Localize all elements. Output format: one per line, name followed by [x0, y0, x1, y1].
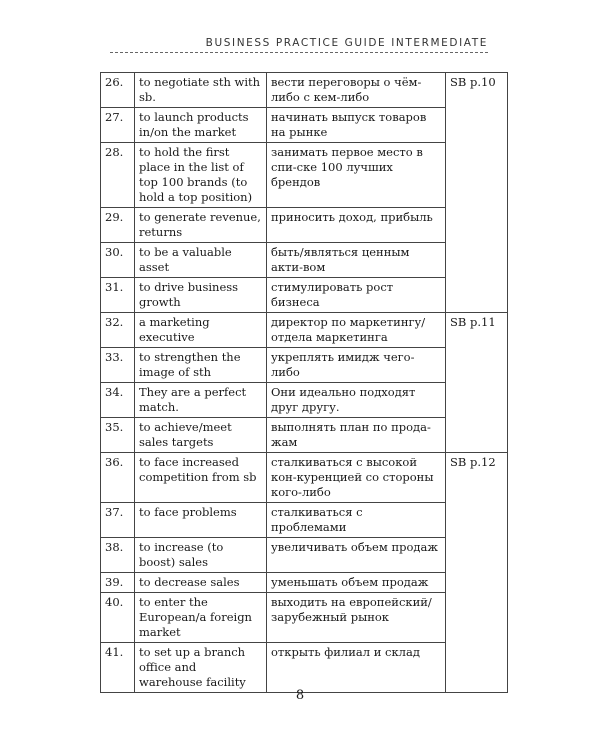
row-number: 39.	[101, 573, 135, 593]
row-number: 28.	[101, 143, 135, 208]
table-row	[101, 73, 508, 108]
russian-translation: выполнять план по прода-жам	[267, 418, 446, 453]
russian-translation: сталкиваться с высокой кон-куренцией со стороны кого-либо	[267, 453, 446, 503]
row-number: 27.	[101, 108, 135, 143]
row-number: 32.	[101, 313, 135, 348]
row-number: 35.	[101, 418, 135, 453]
row-number: 37.	[101, 503, 135, 538]
russian-translation: открыть филиал и склад	[267, 643, 446, 693]
russian-translation: сталкиваться с проблемами	[267, 503, 446, 538]
header-divider	[110, 52, 488, 53]
russian-translation: Они идеально подходят друг другу.	[267, 383, 446, 418]
row-number: 33.	[101, 348, 135, 383]
english-term: to strengthen the image of sth	[135, 348, 267, 383]
source-reference: SB p.11	[446, 313, 508, 453]
russian-translation: приносить доход, прибыль	[267, 208, 446, 243]
row-number: 31.	[101, 278, 135, 313]
table-row	[101, 453, 508, 503]
english-term: a marketing executive	[135, 313, 267, 348]
row-number: 36.	[101, 453, 135, 503]
row-number: 30.	[101, 243, 135, 278]
row-number: 29.	[101, 208, 135, 243]
russian-translation: укреплять имидж чего-либо	[267, 348, 446, 383]
english-term: to set up a branch office and warehouse facility	[135, 643, 267, 693]
english-term: to negotiate sth with sb.	[135, 73, 267, 108]
english-term: They are a perfect match.	[135, 383, 267, 418]
english-term: to drive business growth	[135, 278, 267, 313]
russian-translation: директор по маркетингу/ отдела маркетинга	[267, 313, 446, 348]
running-header: BUSINESS PRACTICE GUIDE INTERMEDIATE	[205, 37, 488, 49]
russian-translation: быть/являться ценным акти-вом	[267, 243, 446, 278]
english-term: to achieve/meet sales targets	[135, 418, 267, 453]
english-term: to face increased competition from sb	[135, 453, 267, 503]
row-number: 34.	[101, 383, 135, 418]
english-term: to be a valuable asset	[135, 243, 267, 278]
row-number: 38.	[101, 538, 135, 573]
russian-translation: уменьшать объем продаж	[267, 573, 446, 593]
russian-translation: вести переговоры о чём-либо с кем-либо	[267, 73, 446, 108]
russian-translation: начинать выпуск товаров на рынке	[267, 108, 446, 143]
english-term: to face problems	[135, 503, 267, 538]
english-term: to enter the European/a foreign market	[135, 593, 267, 643]
english-term: to launch products in/on the market	[135, 108, 267, 143]
table-row	[101, 313, 508, 348]
english-term: to increase (to boost) sales	[135, 538, 267, 573]
source-reference: SB p.10	[446, 73, 508, 313]
vocabulary-table	[100, 72, 508, 693]
english-term: to hold the first place in the list of top 100 brands (to hold a top position)	[135, 143, 267, 208]
row-number: 40.	[101, 593, 135, 643]
page-number: 8	[295, 688, 305, 703]
russian-translation: занимать первое место в спи-ске 100 лучших брендов	[267, 143, 446, 208]
row-number: 41.	[101, 643, 135, 693]
russian-translation: выходить на европейский/ зарубежный рынок	[267, 593, 446, 643]
source-reference: SB p.12	[446, 453, 508, 693]
english-term: to generate revenue, returns	[135, 208, 267, 243]
english-term: to decrease sales	[135, 573, 267, 593]
row-number: 26.	[101, 73, 135, 108]
russian-translation: стимулировать рост бизнеса	[267, 278, 446, 313]
russian-translation: увеличивать объем продаж	[267, 538, 446, 573]
